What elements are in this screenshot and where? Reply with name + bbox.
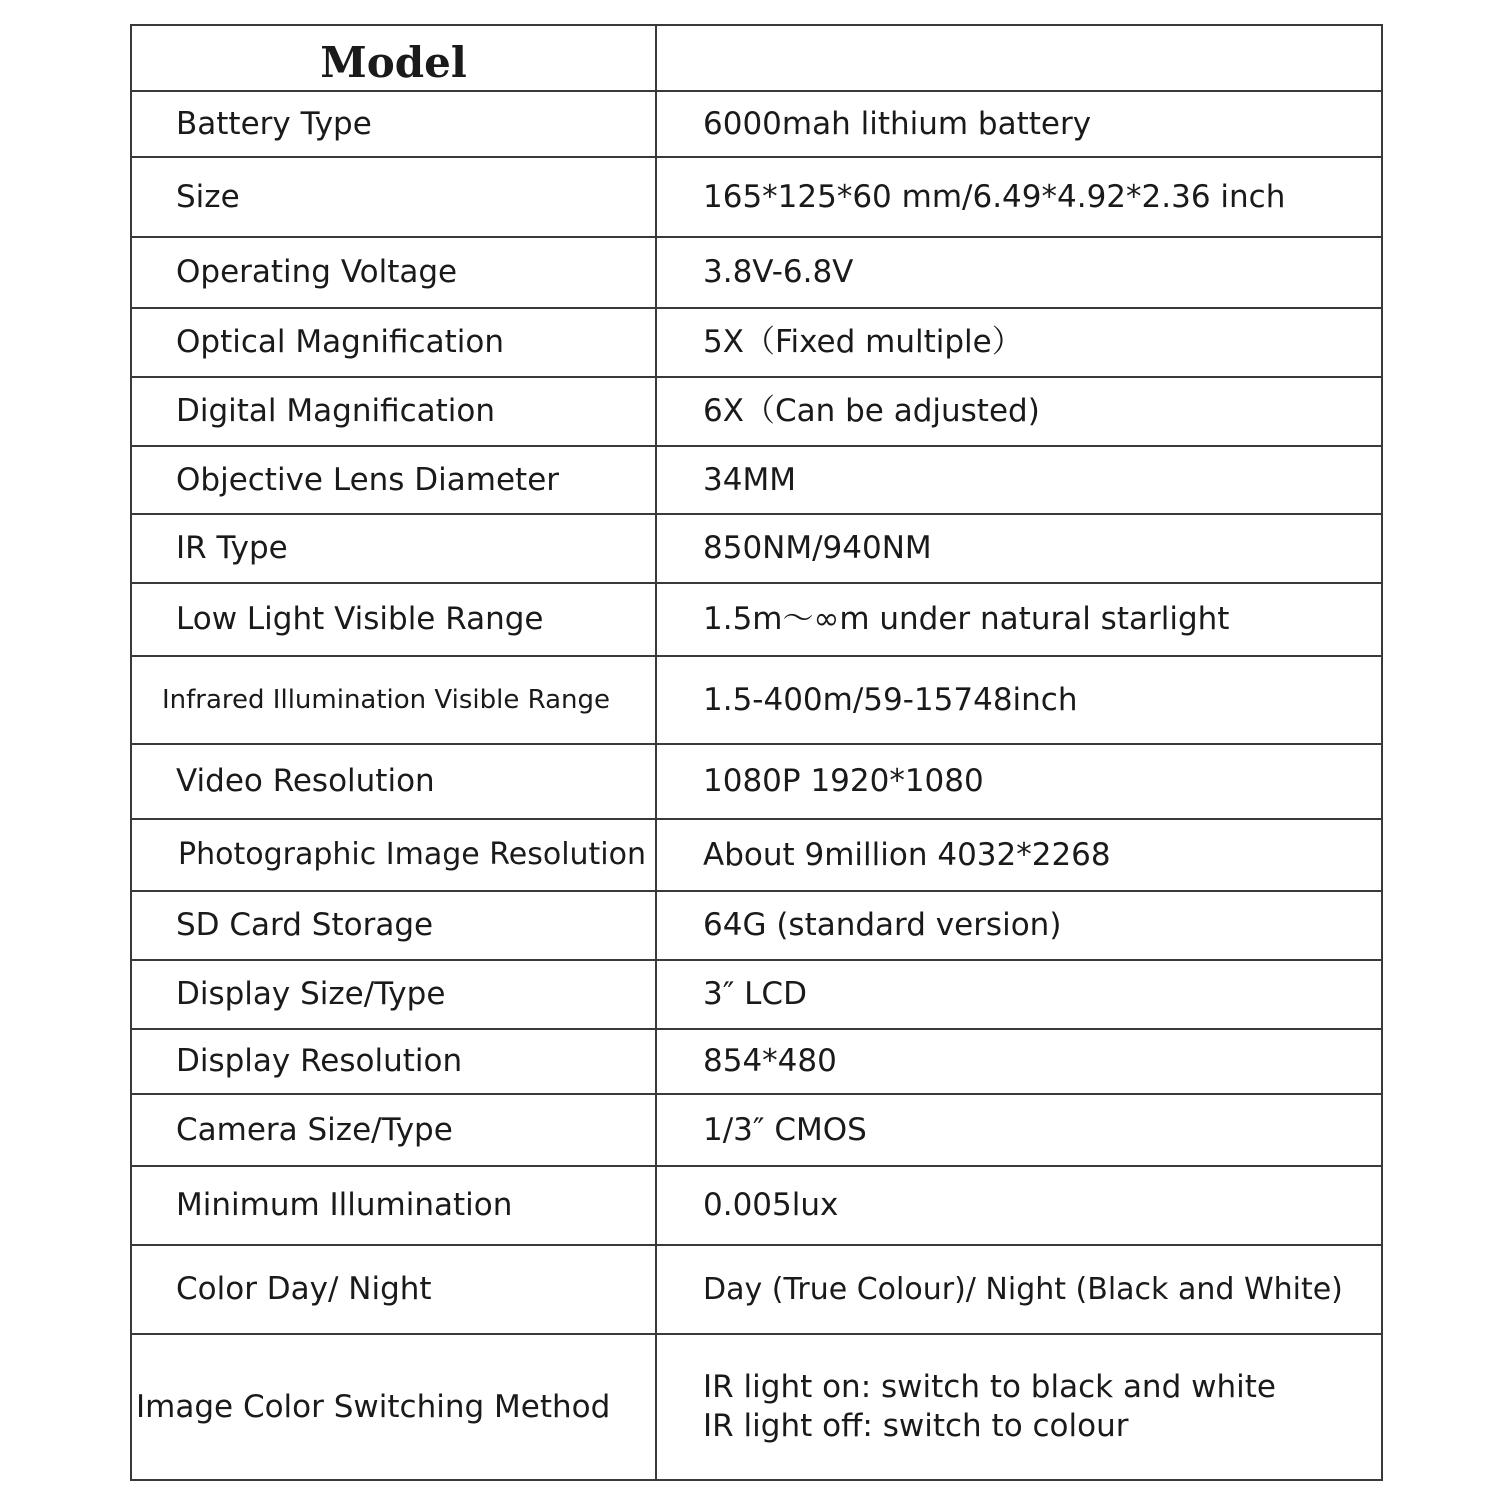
row-value: 0.005lux — [656, 1166, 1382, 1245]
row-label: Color Day/ Night — [131, 1245, 656, 1334]
row-label: Video Resolution — [131, 744, 656, 819]
row-value: 3″ LCD — [656, 960, 1382, 1029]
row-value: 1.5-400m/59-15748inch — [656, 656, 1382, 744]
table-row — [131, 308, 1382, 377]
row-label: Photographic Image Resolution — [131, 819, 656, 891]
table-row — [131, 377, 1382, 446]
model-header: Model — [131, 25, 656, 91]
row-value: 5X（Fixed multiple） — [656, 308, 1382, 377]
row-label: Display Resolution — [131, 1029, 656, 1094]
row-label: Objective Lens Diameter — [131, 446, 656, 514]
table-row — [131, 656, 1382, 744]
model-value — [656, 25, 1382, 91]
table-row — [131, 1094, 1382, 1166]
spec-table — [130, 24, 1383, 1481]
table-row — [131, 1334, 1382, 1480]
row-value: 6X（Can be adjusted) — [656, 377, 1382, 446]
row-label: Camera Size/Type — [131, 1094, 656, 1166]
row-value: 850NM/940NM — [656, 514, 1382, 583]
table-row — [131, 1166, 1382, 1245]
table-row — [131, 157, 1382, 237]
table-row — [131, 583, 1382, 656]
row-value: 6000mah lithium battery — [656, 91, 1382, 157]
table-header-row — [131, 25, 1382, 91]
table-row — [131, 446, 1382, 514]
row-value: 1.5m～∞m under natural starlight — [656, 583, 1382, 656]
table-row — [131, 819, 1382, 891]
row-label: Infrared Illumination Visible Range — [131, 656, 656, 744]
row-value — [656, 1334, 1382, 1480]
row-label: SD Card Storage — [131, 891, 656, 960]
row-value: 1080P 1920*1080 — [656, 744, 1382, 819]
row-label: Optical Magnification — [131, 308, 656, 377]
row-value: 1/3″ CMOS — [656, 1094, 1382, 1166]
row-value: 3.8V-6.8V — [656, 237, 1382, 308]
table-row — [131, 1245, 1382, 1334]
row-label: Digital Magnification — [131, 377, 656, 446]
table-row — [131, 237, 1382, 308]
table-row — [131, 744, 1382, 819]
value-line: IR light off: switch to colour — [703, 1408, 1129, 1444]
row-label: Low Light Visible Range — [131, 583, 656, 656]
row-label: Size — [131, 157, 656, 237]
table-row — [131, 891, 1382, 960]
table-row — [131, 1029, 1382, 1094]
row-label: IR Type — [131, 514, 656, 583]
row-value: 165*125*60 mm/6.49*4.92*2.36 inch — [656, 157, 1382, 237]
row-value: 64G (standard version) — [656, 891, 1382, 960]
row-label: Minimum Illumination — [131, 1166, 656, 1245]
row-label: Battery Type — [131, 91, 656, 157]
row-value: About 9million 4032*2268 — [656, 819, 1382, 891]
row-value: Day (True Colour)/ Night (Black and White) — [656, 1245, 1382, 1334]
value-line: IR light on: switch to black and white — [703, 1369, 1276, 1406]
row-value: 854*480 — [656, 1029, 1382, 1094]
row-label: Image Color Switching Method — [131, 1334, 656, 1480]
row-label: Operating Voltage — [131, 237, 656, 308]
table-row — [131, 514, 1382, 583]
row-label: Display Size/Type — [131, 960, 656, 1029]
row-value: 34MM — [656, 446, 1382, 514]
table-row — [131, 91, 1382, 157]
table-row — [131, 960, 1382, 1029]
